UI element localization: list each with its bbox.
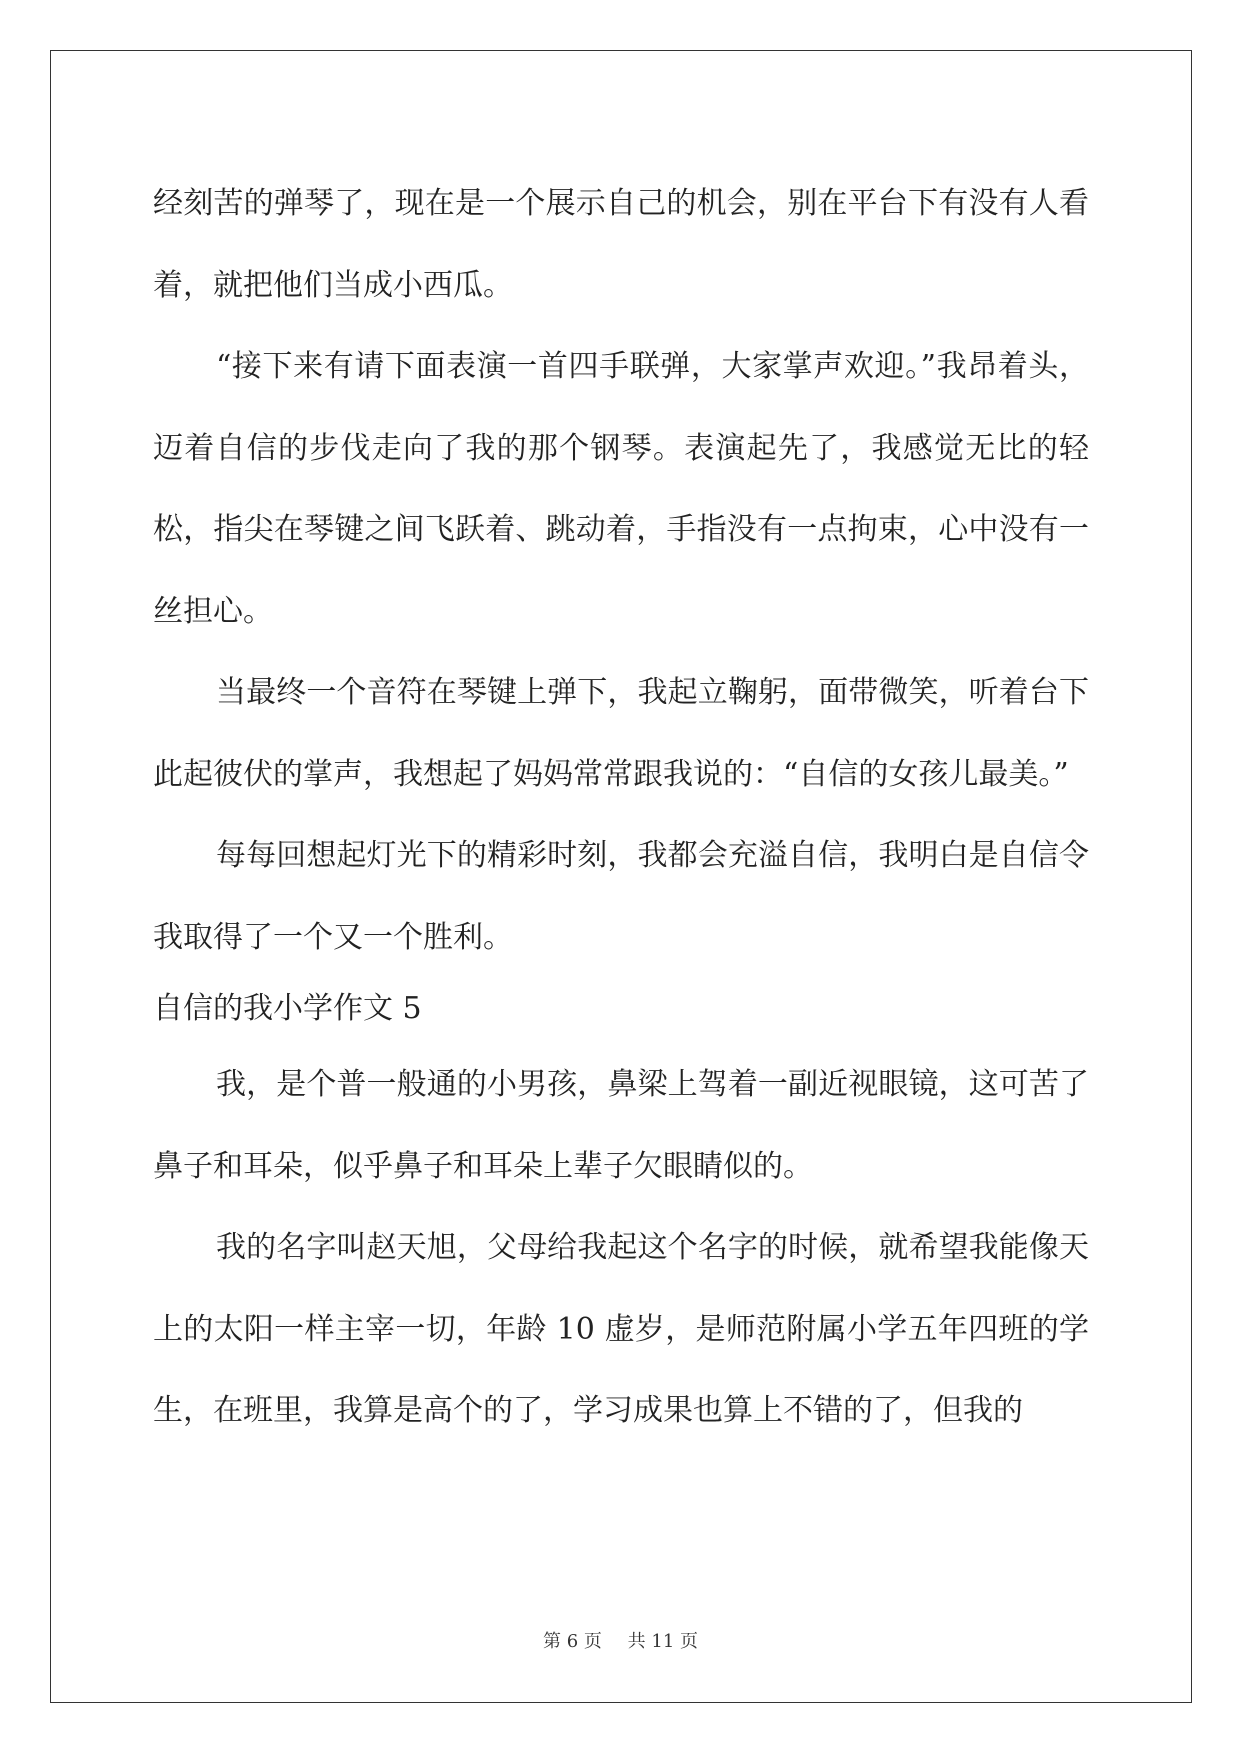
paragraph: 经刻苦的弹琴了，现在是一个展示自己的机会，别在平台下有没有人看着，就把他们当成小西瓜。 — [153, 186, 1089, 303]
document-body — [153, 163, 1089, 1452]
paragraph: “接下来有请下面表演一首四手联弹，大家掌声欢迎。”我昂着头，迈着自信的步伐走向了我的那个钢琴。表演起先了，我感觉无比的轻松，指尖在琴键之间飞跃着、跳动着，手指没有一点拘束，心中没有一丝担心。 — [153, 349, 1089, 629]
page-number-current: 第 6 页 — [543, 1631, 602, 1652]
paragraph: 我的名字叫赵天旭，父母给我起这个名字的时候，就希望我能像天上的太阳一样主宰一切，年龄 10 虚岁，是师范附属小学五年四班的学生，在班里，我算是高个的了，学习成果也算上不错的了，但我的 — [153, 1230, 1089, 1428]
paragraph: 我，是个普一般通的小男孩，鼻梁上驾着一副近视眼镜，这可苦了鼻子和耳朵，似乎鼻子和耳朵上辈子欠眼睛似的。 — [153, 1067, 1089, 1184]
page-footer — [0, 1627, 1241, 1653]
paragraph: 当最终一个音符在琴键上弹下，我起立鞠躬，面带微笑，听着台下此起彼伏的掌声，我想起了妈妈常常跟我说的：“自信的女孩儿最美。” — [153, 675, 1089, 792]
paragraph: 每每回想起灯光下的精彩时刻，我都会充溢自信，我明白是自信令我取得了一个又一个胜利。 — [153, 838, 1089, 955]
section-heading: 自信的我小学作文 5 — [153, 991, 422, 1026]
page-number-total: 共 11 页 — [627, 1631, 698, 1652]
